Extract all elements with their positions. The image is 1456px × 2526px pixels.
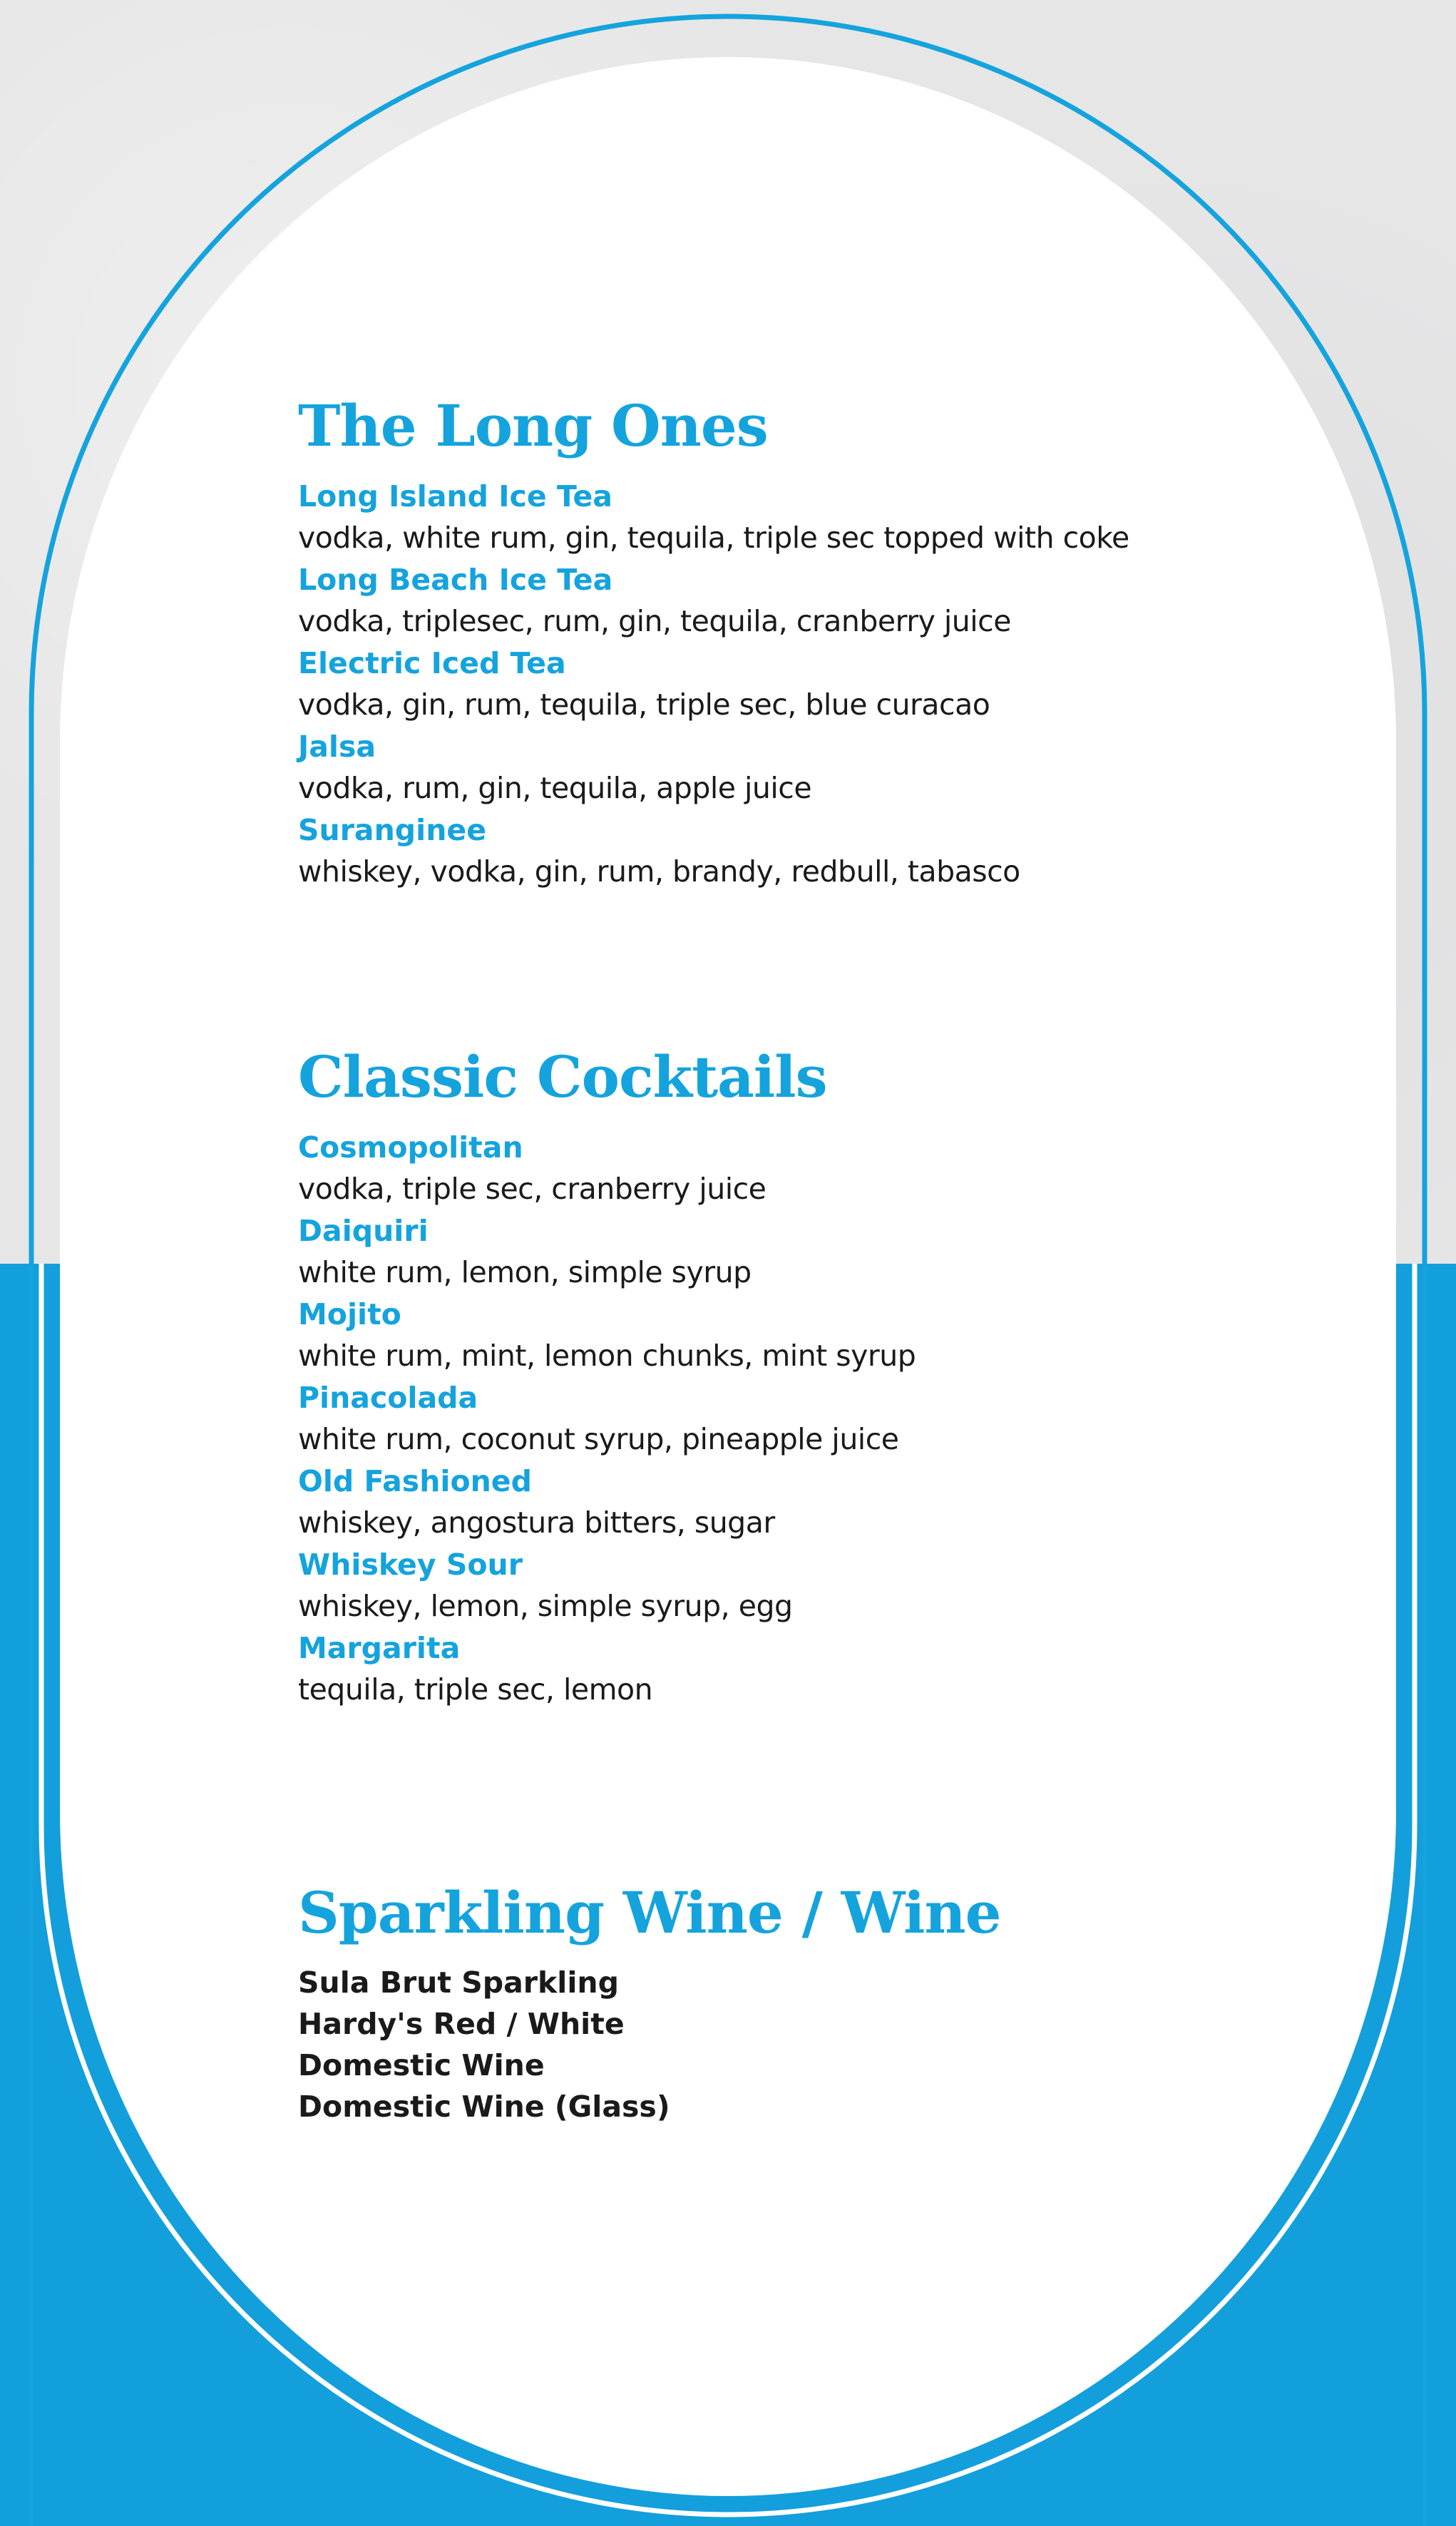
item-description: white rum, lemon, simple syrup [298, 1255, 752, 1289]
item-name: Margarita [298, 1631, 461, 1665]
item-description: vodka, triple sec, cranberry juice [298, 1172, 767, 1206]
section-title-classic-cocktails: Classic Cocktails [298, 1043, 827, 1110]
wine-item: Domestic Wine [298, 2048, 545, 2082]
item-description: vodka, white rum, gin, tequila, triple sec topped with coke [298, 521, 1129, 555]
section-items-long-ones [298, 476, 1339, 893]
item-description: whiskey, lemon, simple syrup, egg [298, 1589, 793, 1623]
section-items-classic-cocktails [298, 1127, 1339, 1711]
section-title-long-ones: The Long Ones [298, 392, 768, 459]
item-name: Electric Iced Tea [298, 646, 566, 680]
item-name: Daiquiri [298, 1214, 429, 1248]
item-name: Mojito [298, 1297, 401, 1331]
wine-item: Hardy's Red / White [298, 2007, 625, 2041]
item-description: vodka, triplesec, rum, gin, tequila, cranberry juice [298, 604, 1011, 638]
item-name: Old Fashioned [298, 1464, 532, 1498]
item-name: Long Beach Ice Tea [298, 563, 613, 597]
item-description: vodka, rum, gin, tequila, apple juice [298, 771, 812, 805]
item-name: Whiskey Sour [298, 1548, 523, 1582]
section-title-sparkling-wine: Sparkling Wine / Wine [298, 1879, 1001, 1946]
section-items-sparkling-wine [298, 1962, 1339, 2127]
item-name: Cosmopolitan [298, 1130, 523, 1165]
item-name: Suranginee [298, 813, 486, 847]
wine-item: Sula Brut Sparkling [298, 1965, 619, 2000]
item-description: white rum, mint, lemon chunks, mint syrup [298, 1339, 916, 1373]
item-description: whiskey, vodka, gin, rum, brandy, redbull, tabasco [298, 854, 1020, 889]
item-description: tequila, triple sec, lemon [298, 1672, 653, 1707]
item-name: Pinacolada [298, 1381, 478, 1415]
item-description: whiskey, angostura bitters, sugar [298, 1505, 775, 1540]
item-description: vodka, gin, rum, tequila, triple sec, blue curacao [298, 687, 990, 722]
item-description: white rum, coconut syrup, pineapple juice [298, 1422, 899, 1456]
item-name: Long Island Ice Tea [298, 479, 612, 513]
item-name: Jalsa [298, 730, 376, 764]
wine-item: Domestic Wine (Glass) [298, 2090, 670, 2124]
